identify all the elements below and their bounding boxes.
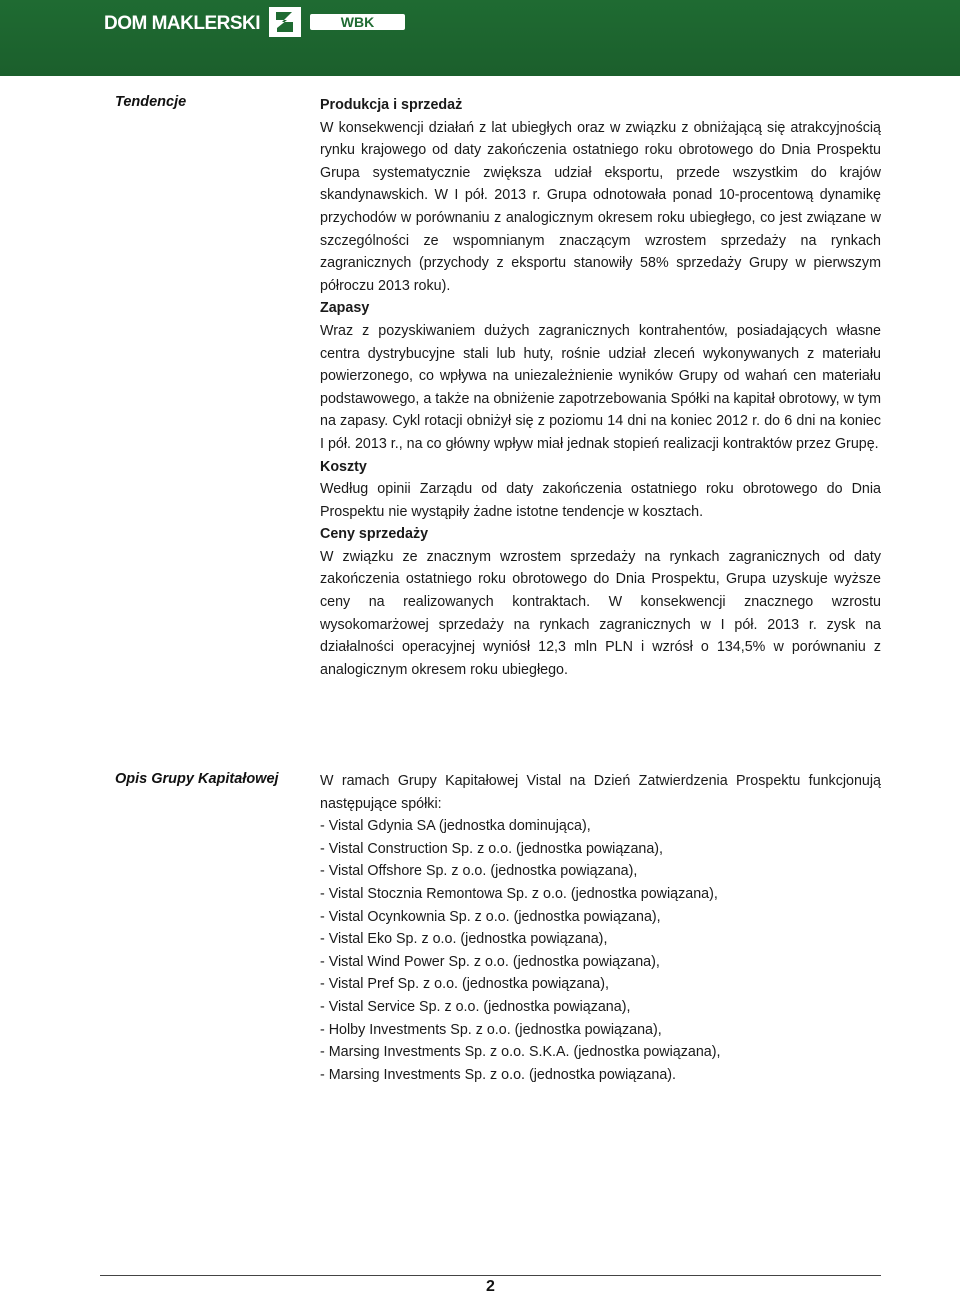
paragraph-ceny: W związku ze znacznym wzrostem sprzedaży na rynkach zagranicznych od daty zakończenia ostatniego roku obrotowego do Dnia Prospektu, Grupa uzyskuje wyższe ceny na realizowanych kontraktach. W konsekwencji znacznego wzrostu wysokomarżowej sprzedaży na rynkach zagranicznych w I pół. 2013 r. zysk na działalności operacyjnej wyniósł 12,3 mln PLN i wzrósł o 134,5% w porównaniu z analogicznym okresem roku ubiegłego. (320, 548, 881, 678)
section-body (320, 770, 881, 1086)
list-item: - Vistal Pref Sp. z o.o. (jednostka powiązana), (320, 976, 609, 993)
subheading-koszty: Koszty (320, 458, 367, 475)
wbk-logo-icon (310, 14, 405, 30)
list-item: - Vistal Wind Power Sp. z o.o. (jednostka powiązana), (320, 953, 660, 970)
list-item: - Vistal Stocznia Remontowa Sp. z o.o. (jednostka powiązana), (320, 885, 718, 902)
list-item: - Marsing Investments Sp. z o.o. S.K.A. (jednostka powiązana), (320, 1044, 721, 1061)
subheading-produkcja: Produkcja i sprzedaż (320, 97, 463, 113)
paragraph-intro: W ramach Grupy Kapitałowej Vistal na Dzień Zatwierdzenia Prospektu funkcjonują następujące spółki: (320, 773, 881, 812)
list-item: - Vistal Gdynia SA (jednostka dominująca), (320, 818, 591, 835)
list-item: - Vistal Service Sp. z o.o. (jednostka powiązana), (320, 998, 631, 1015)
paragraph-koszty: Według opinii Zarządu od daty zakończenia ostatniego roku obrotowego do Dnia Prospektu nie wystąpiły żadne istotne tendencje w kosztach. (320, 481, 881, 520)
section-label: Tendencje (115, 94, 187, 110)
list-item: - Holby Investments Sp. z o.o. (jednostka powiązana), (320, 1021, 662, 1038)
section-label: Opis Grupy Kapitałowej (115, 771, 279, 787)
subheading-ceny: Ceny sprzedaży (320, 526, 429, 543)
header-bar (0, 0, 960, 76)
page-number: 2 (486, 1278, 495, 1295)
list-item: - Vistal Ocynkownia Sp. z o.o. (jednostka powiązana), (320, 908, 661, 925)
list-item: - Vistal Construction Sp. z o.o. (jednostka powiązana), (320, 840, 664, 857)
brand-name: DOM MAKLERSKI (104, 13, 261, 34)
list-item: - Vistal Offshore Sp. z o.o. (jednostka powiązana), (320, 863, 638, 880)
section-body (320, 94, 881, 681)
list-item: - Marsing Investments Sp. z o.o. (jednostka powiązana). (320, 1066, 676, 1083)
subheading-zapasy: Zapasy (320, 300, 370, 317)
footer-divider (100, 1275, 881, 1276)
list-item: - Vistal Eko Sp. z o.o. (jednostka powiązana), (320, 931, 608, 948)
bz-logo-icon (268, 6, 302, 38)
paragraph-produkcja: W konsekwencji działań z lat ubiegłych oraz w związku z obniżającą się atrakcyjnością rynku krajowego od daty zakończenia ostatniego roku obrotowego do Dnia Prospektu Grupa systematycznie zwiększa udział eksportu, przede wszystkim do krajów skandynawskich. W I pół. 2013 r. Grupa odnotowała ponad 10-procentową dynamikę przychodów w porównaniu z analogicznym okresem roku ubiegłego, co jest związane w szczególności ze wspomnianym znaczącym wzrostem sprzedaży na rynkach zagranicznych (przychody z eksportu stanowiły 58% sprzedaży Grupy w pierwszym półroczu 2013 roku). (320, 119, 881, 294)
wbk-text: WBK (340, 14, 375, 30)
paragraph-zapasy: Wraz z pozyskiwaniem dużych zagranicznych kontrahentów, posiadających własne centra dystrybucyjne stali lub huty, rośnie udział zleceń wykonywanych z materiału powierzonego, co wpływa na uniezależnienie wyników Grupy od wahań cen materiału podstawowego, a także na obniżenie zapotrzebowania Spółki na kapitał obrotowy, w tym na zapasy. Cykl rotacji obniżył się z poziomu 14 dni na koniec 2012 r. do 6 dni na koniec I pół. 2013 r., na co główny wpływ miał jednak stopień realizacji kontraktów przez Grupę. (320, 322, 881, 452)
